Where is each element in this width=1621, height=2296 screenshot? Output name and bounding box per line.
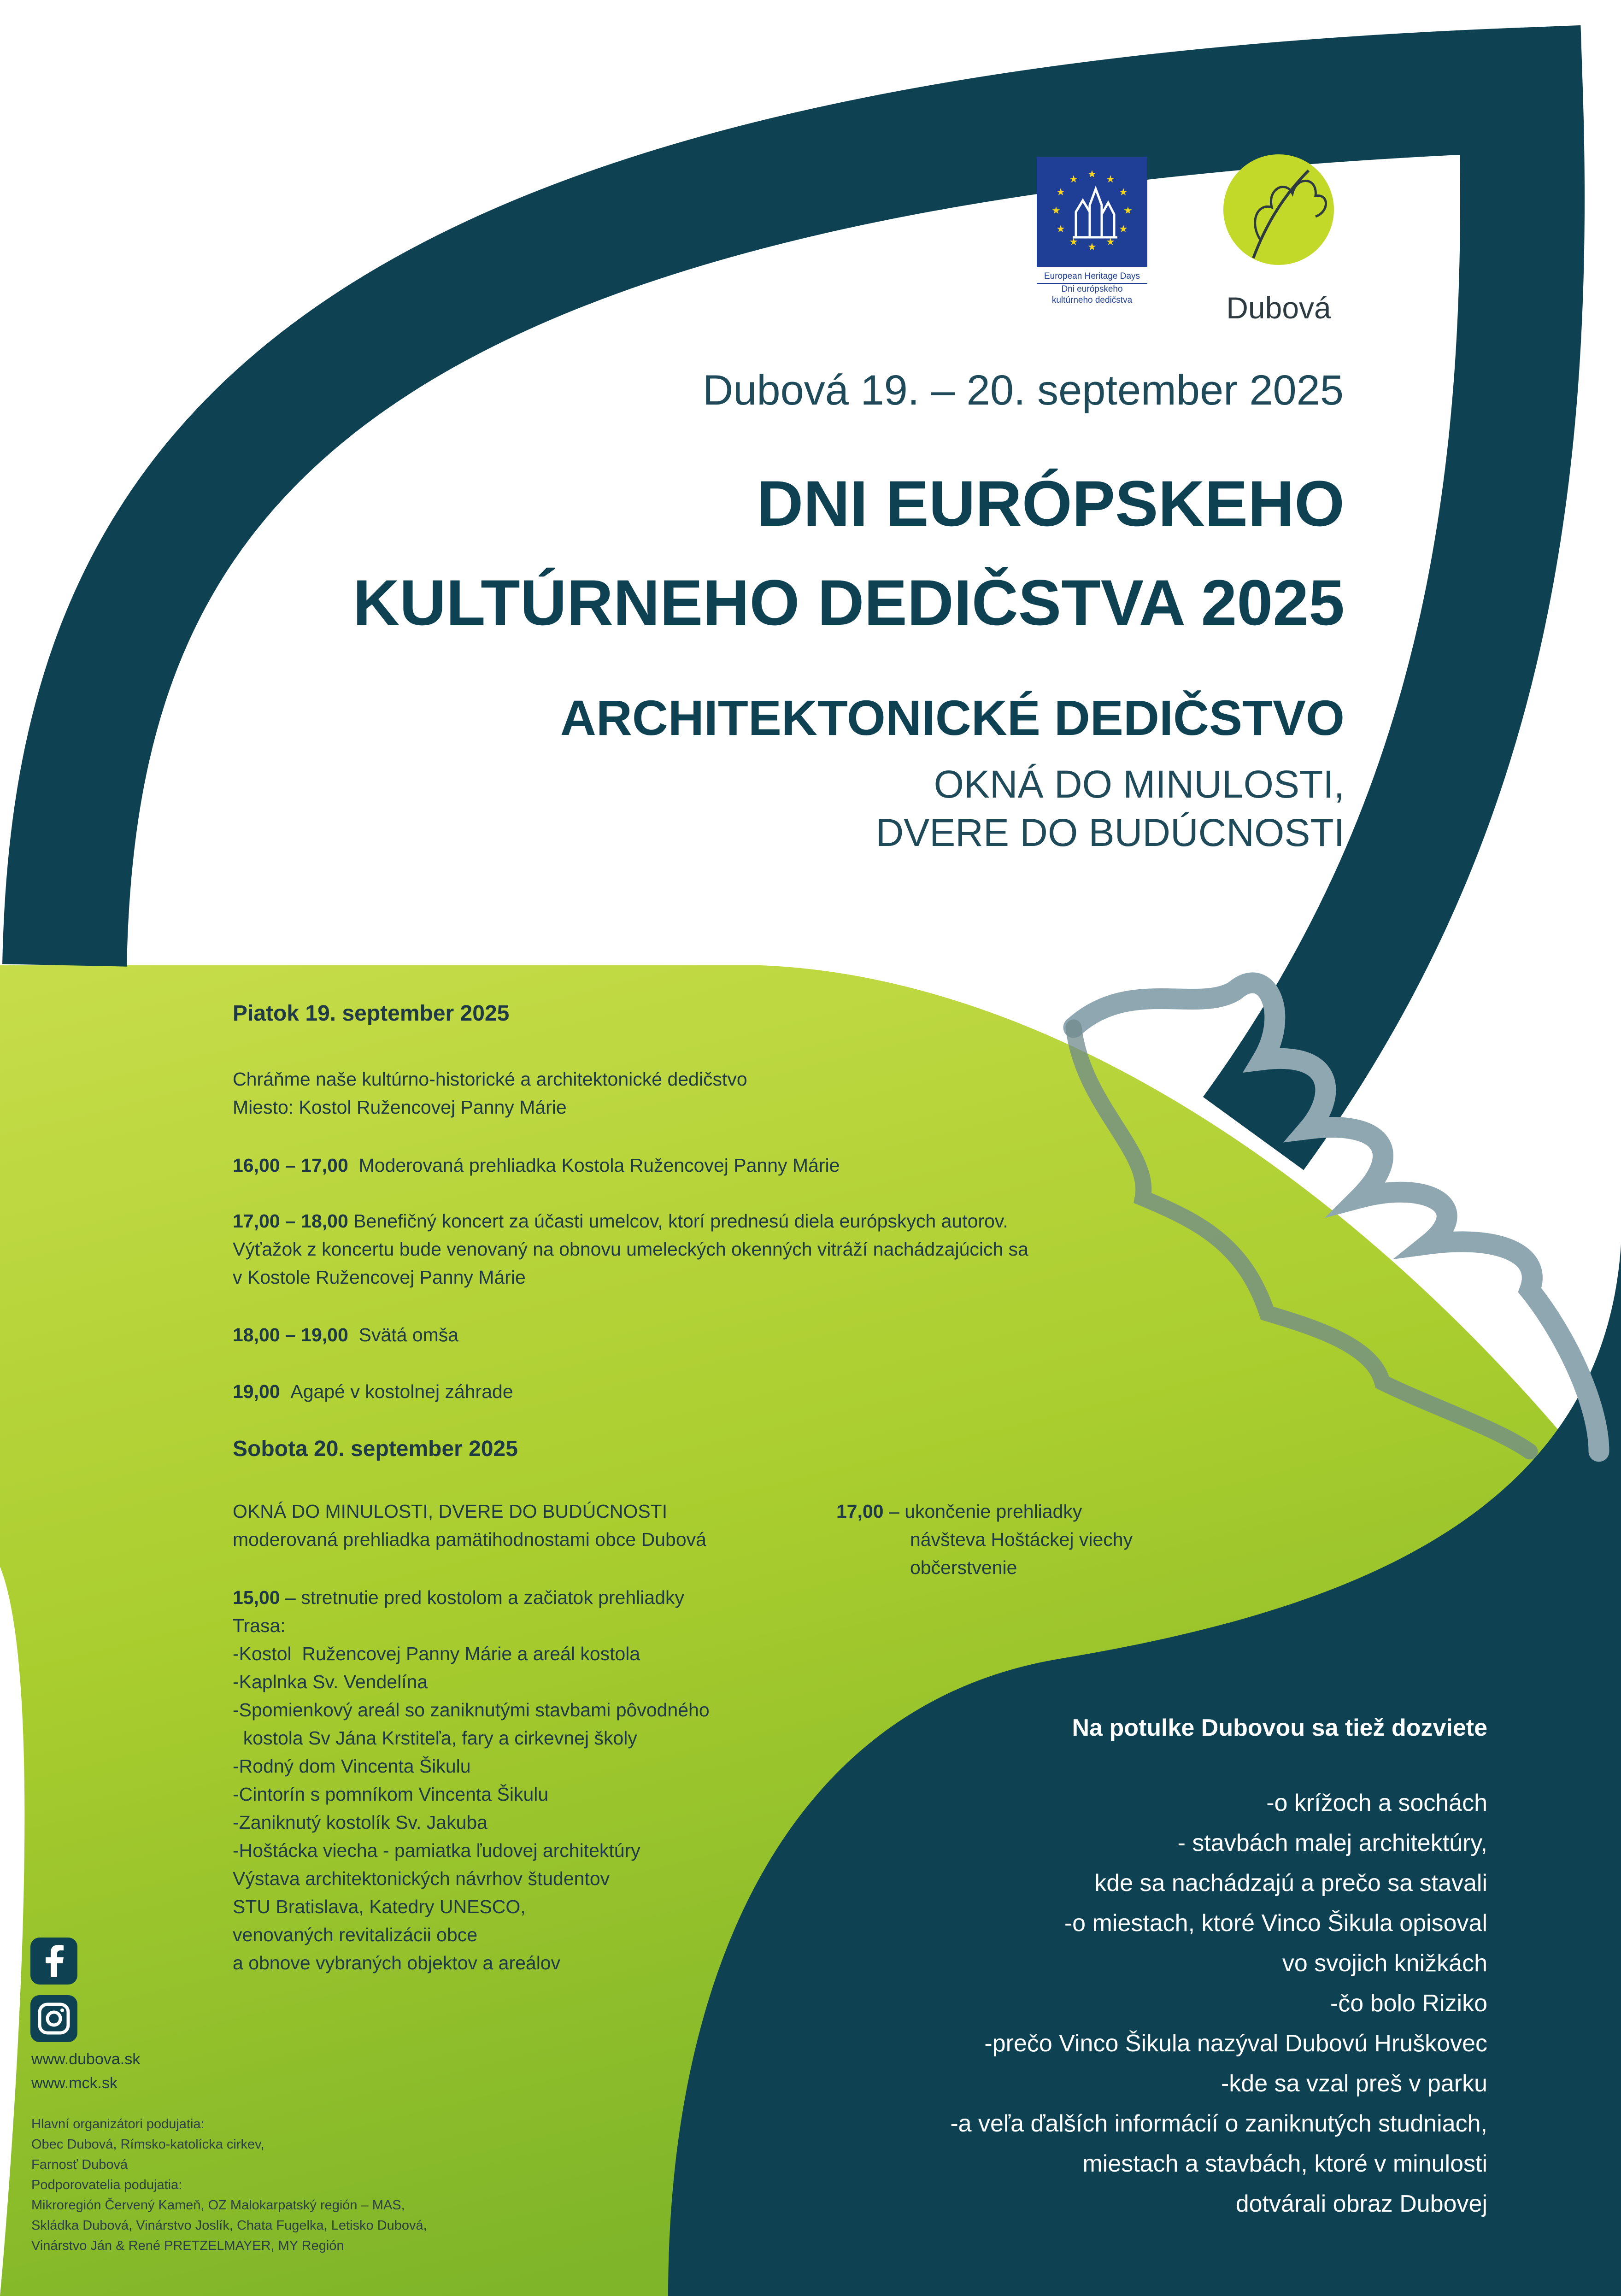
credits-line: Vinárstvo Ján & René PRETZELMAYER, MY Región xyxy=(31,2238,344,2253)
program-text: – ukončenie prehliadky xyxy=(883,1501,1082,1522)
route-item: -Kaplnka Sv. Vendelína xyxy=(233,1671,428,1692)
program-item xyxy=(233,1207,1028,1292)
friday-heading: Piatok 19. september 2025 xyxy=(233,1001,510,1026)
saturday-heading: Sobota 20. september 2025 xyxy=(233,1437,518,1461)
program-text: návšteva Hoštáckej viechy xyxy=(910,1529,1133,1550)
title-line: KULTÚRNEHO DEDIČSTVA 2025 xyxy=(352,566,1345,639)
program-text: Benefičný koncert za účasti umelcov, ktorí prednesú diela európskych autorov. xyxy=(353,1210,1008,1232)
page-title xyxy=(353,454,1345,652)
info-line: - stavbách malej architektúry, xyxy=(1177,1830,1487,1856)
ehd-title: European Heritage Days xyxy=(1037,271,1147,284)
saturday-end-item xyxy=(836,1497,1133,1582)
theme-tagline xyxy=(876,760,1345,857)
svg-text:★: ★ xyxy=(1069,174,1078,185)
organizers-credits xyxy=(31,2114,427,2256)
program-text: Moderovaná prehliadka Kostola Ružencovej Panny Márie xyxy=(358,1155,840,1176)
svg-text:★: ★ xyxy=(1106,236,1115,248)
program-item xyxy=(233,1151,840,1180)
route-item: Výstava architektonických návrhov študentov xyxy=(233,1868,610,1889)
credits-line: Skládka Dubová, Vinárstvo Joslík, Chata Fugelka, Letisko Dubová, xyxy=(31,2218,427,2233)
svg-text:★: ★ xyxy=(1087,169,1097,180)
route-item: a obnove vybraných objektov a areálov xyxy=(233,1952,561,1973)
route-item: -Hoštácka viecha - pamiatka ľudovej architektúry xyxy=(233,1840,640,1861)
instagram-icon[interactable] xyxy=(30,1995,77,2042)
svg-text:★: ★ xyxy=(1056,223,1065,235)
route-item: -Zaniknutý kostolík Sv. Jakuba xyxy=(233,1812,487,1833)
title-line: DNI EURÓPSKEHO xyxy=(757,467,1345,540)
credits-line: Hlavní organizátori podujatia: xyxy=(31,2117,205,2132)
route-label: Trasa: xyxy=(233,1615,286,1636)
svg-text:★: ★ xyxy=(1056,187,1065,198)
route-item: -Cintorín s pomníkom Vincenta Šikulu xyxy=(233,1784,549,1805)
credits-line: Obec Dubová, Rímsko-katolícka cirkev, xyxy=(31,2137,264,2152)
saturday-intro xyxy=(233,1497,706,1554)
program-text: – stretnutie pred kostolom a začiatok prehliadky xyxy=(280,1587,685,1608)
info-line: -o krížoch a sochách xyxy=(1266,1790,1487,1816)
credits-line: Farnosť Dubová xyxy=(31,2157,128,2172)
intro-line: moderovaná prehliadka pamätihodnostami obce Dubová xyxy=(233,1529,706,1550)
svg-text:★: ★ xyxy=(1123,205,1133,217)
website-link[interactable]: www.dubova.sk xyxy=(31,2050,141,2068)
svg-text:★: ★ xyxy=(1087,241,1097,253)
info-line: -prečo Vinco Šikula nazýval Dubovú Hruškovec xyxy=(984,2030,1487,2057)
svg-text:★: ★ xyxy=(1106,174,1115,185)
program-item xyxy=(233,1378,513,1406)
website-links xyxy=(31,2047,140,2095)
program-time: 17,00 – 18,00 xyxy=(233,1210,348,1232)
program-time: 17,00 xyxy=(836,1501,884,1522)
dubova-logo-name: Dubová xyxy=(1226,291,1331,325)
ehd-subtitle: kultúrneho dedičstva xyxy=(1051,295,1133,305)
info-heading: Na potulke Dubovou sa tiež dozviete xyxy=(1072,1715,1487,1741)
program-time: 18,00 – 19,00 xyxy=(233,1324,348,1345)
tagline-line: DVERE DO BUDÚCNOSTI xyxy=(875,811,1345,854)
oak-leaf-icon xyxy=(1216,152,1341,290)
intro-line: Chráňme naše kultúrno-historické a architektonické dedičstvo xyxy=(233,1069,747,1090)
credits-line: Podporovatelia podujatia: xyxy=(31,2178,182,2192)
eu-flag-icon xyxy=(1037,157,1147,267)
friday-intro xyxy=(233,1065,747,1122)
dubova-logo xyxy=(1216,152,1341,327)
credits-line: Mikroregión Červený Kameň, OZ Malokarpatský región – MAS, xyxy=(31,2198,405,2213)
info-line: dotvárali obraz Dubovej xyxy=(1235,2190,1487,2217)
info-line: -čo bolo Riziko xyxy=(1330,1990,1487,2017)
info-line: -a veľa ďalších informácií o zaniknutých studniach, xyxy=(950,2110,1487,2137)
program-text: občerstvenie xyxy=(910,1557,1017,1578)
info-line: -kde sa vzal preš v parku xyxy=(1221,2070,1487,2097)
route-item: venovaných revitalizácii obce xyxy=(233,1924,477,1945)
route-item: STU Bratislava, Katedry UNESCO, xyxy=(233,1896,526,1917)
route-item: -Rodný dom Vincenta Šikulu xyxy=(233,1756,471,1777)
saturday-route-block xyxy=(233,1584,710,1977)
program-time: 19,00 xyxy=(233,1381,280,1402)
theme-title: ARCHITEKTONICKÉ DEDIČSTVO xyxy=(560,690,1345,746)
program-time: 15,00 xyxy=(233,1587,280,1608)
svg-text:★: ★ xyxy=(1119,223,1128,235)
ehd-subtitle: Dni európskeho xyxy=(1061,284,1123,294)
intro-line: OKNÁ DO MINULOSTI, DVERE DO BUDÚCNOSTI xyxy=(233,1501,668,1522)
website-link[interactable]: www.mck.sk xyxy=(31,2074,117,2092)
program-text: Výťažok z koncertu bude venovaný na obnovu umeleckých okenných vitráží nachádzajúcich sa xyxy=(233,1239,1028,1260)
info-line: miestach a stavbách, ktoré v minulosti xyxy=(1082,2150,1487,2177)
info-line: kde sa nachádzajú a prečo sa stavali xyxy=(1094,1870,1487,1897)
svg-text:★: ★ xyxy=(1069,236,1078,248)
svg-text:★: ★ xyxy=(1051,205,1061,217)
info-line: vo svojich knižkách xyxy=(1282,1950,1487,1977)
program-item xyxy=(233,1321,458,1349)
route-item: kostola Sv Jána Krstiteľa, fary a cirkevnej školy xyxy=(233,1727,637,1749)
svg-text:★: ★ xyxy=(1119,187,1128,198)
route-item: -Kostol Ružencovej Panny Márie a areál kostola xyxy=(233,1643,640,1664)
intro-line: Miesto: Kostol Ružencovej Panny Márie xyxy=(233,1097,567,1118)
program-text: Agapé v kostolnej záhrade xyxy=(290,1381,513,1402)
program-time: 16,00 – 17,00 xyxy=(233,1155,348,1176)
info-line: -o miestach, ktoré Vinco Šikula opisoval xyxy=(1064,1910,1487,1937)
tagline-line: OKNÁ DO MINULOSTI, xyxy=(934,763,1345,806)
program-text: Svätá omša xyxy=(358,1324,459,1345)
program-text: v Kostole Ružencovej Panny Márie xyxy=(233,1267,526,1288)
info-list xyxy=(950,1783,1487,2224)
facebook-icon[interactable] xyxy=(30,1938,77,1985)
route-item: -Spomienkový areál so zaniknutými stavbami pôvodného xyxy=(233,1699,710,1721)
european-heritage-days-logo xyxy=(1037,157,1147,306)
event-date-line: Dubová 19. – 20. september 2025 xyxy=(702,367,1344,414)
